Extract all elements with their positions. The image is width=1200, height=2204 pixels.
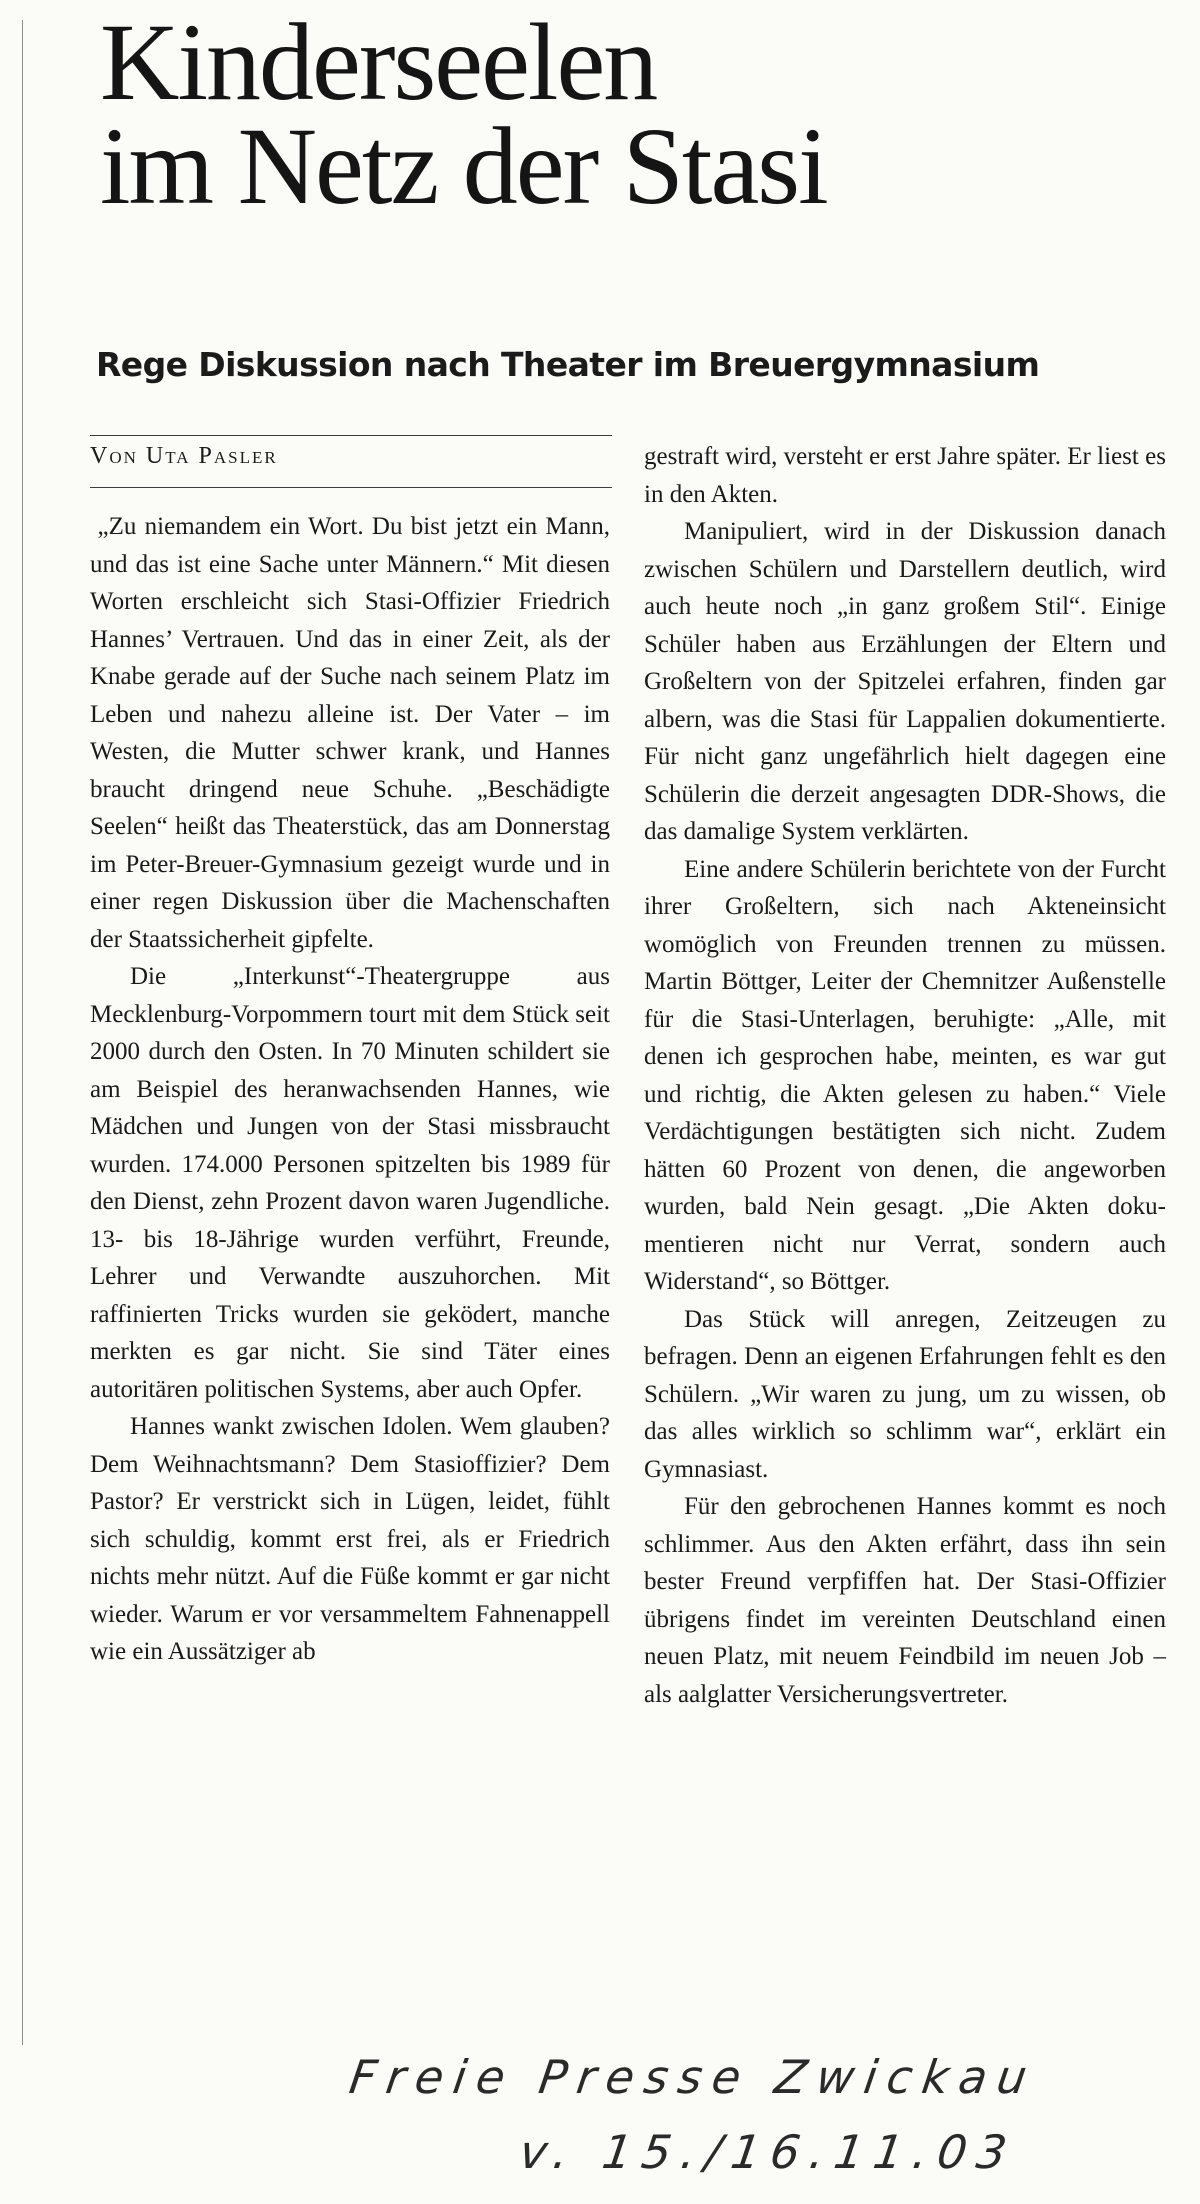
headline bbox=[100, 1, 1160, 227]
handwritten-date-note: v. 15./16.11.03 bbox=[516, 2125, 1021, 2179]
byline-bottom-rule bbox=[90, 487, 612, 488]
subheadline: Rege Diskussion nach Theater im Breuergymnasium bbox=[96, 345, 1040, 384]
paragraph: Hannes wankt zwischen Idolen. Wem glauben? Dem Weihnachtsmann? Dem Stasioffizier? Dem Pastor? Er verstrickt sich in Lügen, leidet, fühlt sich schuldig, kommt erst frei, als er Friedrich nichts mehr nützt. Auf die Füße kommt er gar nicht wieder. Warum er vor versammeltem Fahnenappell wie ein Aussätziger ab bbox=[90, 1413, 610, 1665]
paragraph: Für den gebrochenen Hannes kommt es noch schlimmer. Aus den Akten erfährt, dass ihn sein bester Freund verpfiffen hat. Der Stasi-Offizier übrigens findet im vereinten Deutschland einen neuen Platz, mit neuem Feindbild im neuen Job – als aalglatter Versicherungsvertreter. bbox=[644, 1493, 1166, 1708]
headline-line-2: im Netz der Stasi bbox=[100, 105, 827, 227]
paragraph: gestraft wird, versteht er erst Jahre später. Er liest es in den Akten. bbox=[644, 443, 1166, 508]
article-column-right bbox=[644, 438, 1166, 1713]
byline-top-rule bbox=[90, 435, 612, 436]
paragraph: Manipuliert, wird in der Diskussion danach zwischen Schülern und Darstellern deutlich, wird auch heute noch „in ganz großem Stil“. Einige Schüler haben aus Erzählungen der Eltern und Großeltern von der Spitzelei erfahren, finden gar albern, was die Stasi für Lappalien dokumentierte. Für nicht ganz ungefährlich hielt dagegen eine Schülerin die derzeit angesagten DDR-Shows, die das damalige System verklärten. bbox=[644, 518, 1166, 845]
scan-edge-line bbox=[22, 20, 23, 2045]
paragraph: „Zu niemandem ein Wort. Du bist jetzt ein Mann, und das ist eine Sache unter Männern.“ Mit diesen Worten erschleicht sich Stasi-Offizier Friedrich Hannes’ Vertrauen. Und das in einer Zeit, als der Knabe gerade auf der Suche nach seinem Platz im Leben und nahezu alleine ist. Der Vater – im Westen, die Mutter schwer krank, und Hannes braucht dringend neue Schuhe. „Beschädigte Seelen“ heißt das Theaterstück, das am Donnerstag im Peter-Breuer-Gymnasium gezeigt wurde und in einer regen Diskussion über die Machenschaften der Staatssicherheit gipfelte. bbox=[90, 513, 610, 953]
byline: Von Uta Pasler bbox=[90, 443, 278, 469]
headline-line-1: Kinderseelen bbox=[100, 1, 657, 123]
article-column-left bbox=[90, 508, 610, 1671]
handwritten-source-note: Freie Presse Zwickau bbox=[346, 2050, 1041, 2104]
paragraph: Die „Interkunst“-Theatergruppe aus Mecklenburg-Vorpommern tourt mit dem Stück seit 2000 durch den Osten. In 70 Minuten schildert sie am Beispiel des heranwachsenden Hannes, wie Mädchen und Jungen von der Stasi missbraucht wurden. 174.000 Personen spitzelten bis 1989 für den Dienst, zehn Prozent davon waren Jugendliche. 13- bis 18-Jährige wurden verführt, Freunde, Lehrer und Verwandte auszuhorchen. Mit raffinierten Tricks wurden sie geködert, manche merkten es gar nicht. Sie sind Täter eines autoritären politischen Systems, aber auch Opfer. bbox=[90, 963, 610, 1403]
paragraph: Das Stück will anregen, Zeitzeugen zu befragen. Denn an eigenen Erfahrungen fehlt es den Schülern. „Wir waren zu jung, um zu wissen, ob das alles wirklich so schlimm war“, erklärt ein Gymnasiast. bbox=[644, 1305, 1166, 1483]
paragraph: Eine andere Schülerin berichtete von der Furcht ihrer Großeltern, sich nach Akteneinsicht womöglich von Freunden trennen zu müssen. Martin Böttger, Leiter der Chemnitzer Außenstelle für die Stasi-Unterlagen, beruhigte: „Alle, mit denen ich gesprochen habe, meinten, es war gut und richtig, die Akten gelesen zu haben.“ Viele Verdächtigungen bestätigten sich nicht. Zudem hätten 60 Prozent von denen, die angeworben wurden, bald Nein gesagt. „Die Akten dokumentieren nicht nur Verrat, sondern auch Widerstand“, so Böttger. bbox=[644, 855, 1166, 1295]
